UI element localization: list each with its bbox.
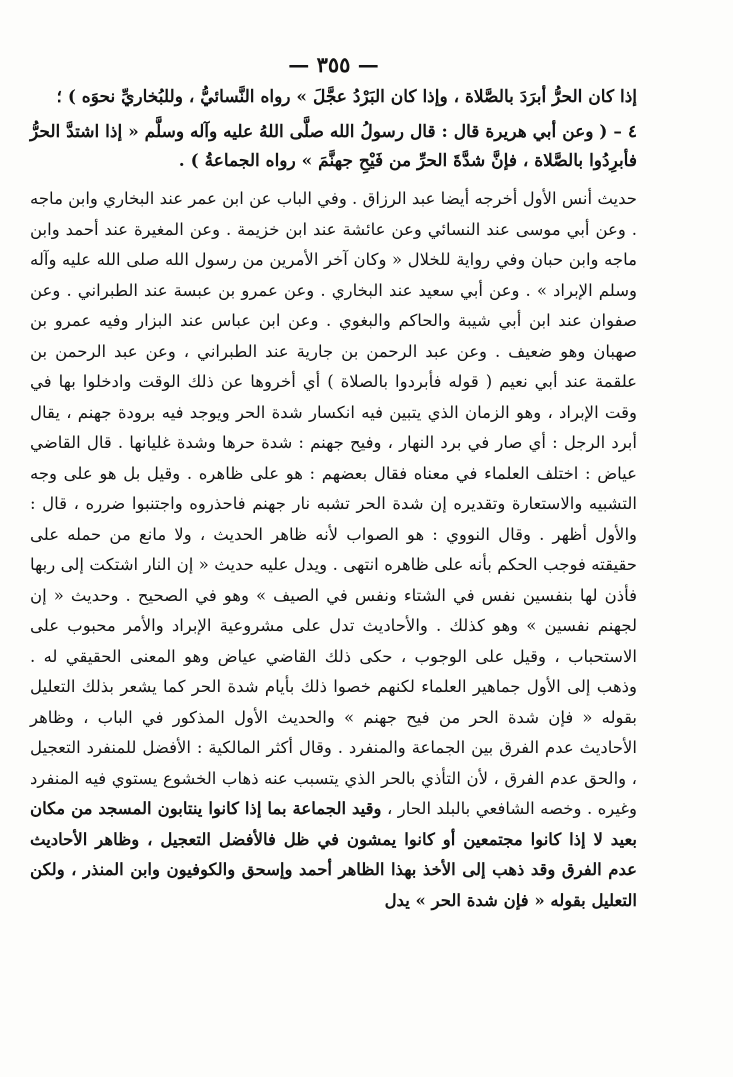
hadith-text-continuation: إذا كان الحرُّ أبرَدَ بالصَّلاة ، وإذا كان البَرْدُ عجَّلَ » رواه النَّسائيُّ ، وللبُخاريِّ نحوَه ) ؛ <box>56 87 637 107</box>
commentary-text: حديث أنس الأول أخرجه أيضا عبد الرزاق . وفي الباب عن ابن عمر عند البخاري وابن ماجه . وعن أبي موسى عند النسائي وعن عائشة عند ابن خزيمة . وعن المغيرة عند أحمد وابن ماجه وابن حبان وفي رواية للخلال « وكان آخر الأمرين من رسول الله صلى الله عليه وآله وسلم الإبراد » . وعن أبي سعيد عند البخاري . وعن عمرو بن عبسة عند الطبراني . وعن صفوان عند ابن أبي شيبة والحاكم والبغوي . وعن ابن عباس عند البزار وفيه عمرو بن صهبان وهو ضعيف . وعن عبد الرحمن بن جارية عند الطبراني ، وعن عبد الرحمن بن علقمة عند أبي نعيم ( قوله فأبردوا بالصلاة ) أي أخروها عن ذلك الوقت وادخلوا بها في وقت الإبراد ، وهو الزمان الذي يتبين فيه انكسار شدة الحر ويوجد فيه برودة جهنم ، يقال أبرد الرجل : أي صار في برد النهار ، وفيح جهنم : شدة حرها وشدة غليانها . قال القاضي عياض : اختلف العلماء في معناه فقال بعضهم : هو على ظاهره . وقيل بل هو على وجه التشبيه والاستعارة وتقديره إن شدة الحر تشبه نار جهنم فاحذروه واجتنبوا ضرره ، قال : والأول أظهر . وقال النووي : هو الصواب لأنه ظاهر الحديث ، ولا مانع من حمله على حقيقته فوجب الحكم بأنه على ظاهره انتهى . ويدل عليه حديث « إن النار اشتكت إلى ربها فأذن لها بنفسين نفس في الشتاء ونفس في الصيف » وهو في الصحيح . وحديث « إن لجهنم نفسين » وهو كذلك . والأحاديث تدل على مشروعية الإبراد والأمر محبوب على الاستحباب ، وقيل على الوجوب ، حكى ذلك القاضي عياض وهو المعنى الحقيقي له . وذهب إلى الأول جماهير العلماء لكنهم خصوا ذلك بأيام شدة الحر كما يشعر بذلك التعليل بقوله « فإن شدة الحر من فيح جهنم » والحديث الأول المذكور في الباب ، وظاهر الأحاديث عدم الفرق بين الجماعة والمنفرد . وقال أكثر المالكية : الأفضل للمنفرد التعجيل ، والحق عدم الفرق ، لأن التأذي بالحر الذي يتسبب عنه ذهاب الخشوع يستوي فيه المنفرد وغيره . وخصه الشافعي بالبلد الحار ، <box>30 189 637 818</box>
commentary-paragraph <box>30 184 637 916</box>
hadith-text-4: ٤ – ( وعن أبي هريرة قال : قال رسولُ الله صلَّى اللهُ عليه وآله وسلَّم « إذا اشتدَّ الحرُّ فأبرِدُوا بالصَّلاة ، فإنَّ شدَّةَ الحرِّ من فَيْحِ جهنَّمَ » رواه الجماعةُ ) . <box>30 122 637 171</box>
page-number: — ٣٥٥ — <box>288 52 379 77</box>
commentary-text-bold: وقيد الجماعة بما إذا كانوا ينتابون المسجد من مكان بعيد لا إذا كانوا مجتمعين أو كانوا يمشون في ظل فالأفضل التعجيل ، وظاهر الأحاديث عدم الفرق وقد ذهب إلى الأخذ بهذا الظاهر أحمد وإسحق والكوفيون وابن المنذر ، ولكن التعليل بقوله « فإن شدة الحر » يدل <box>30 799 637 910</box>
